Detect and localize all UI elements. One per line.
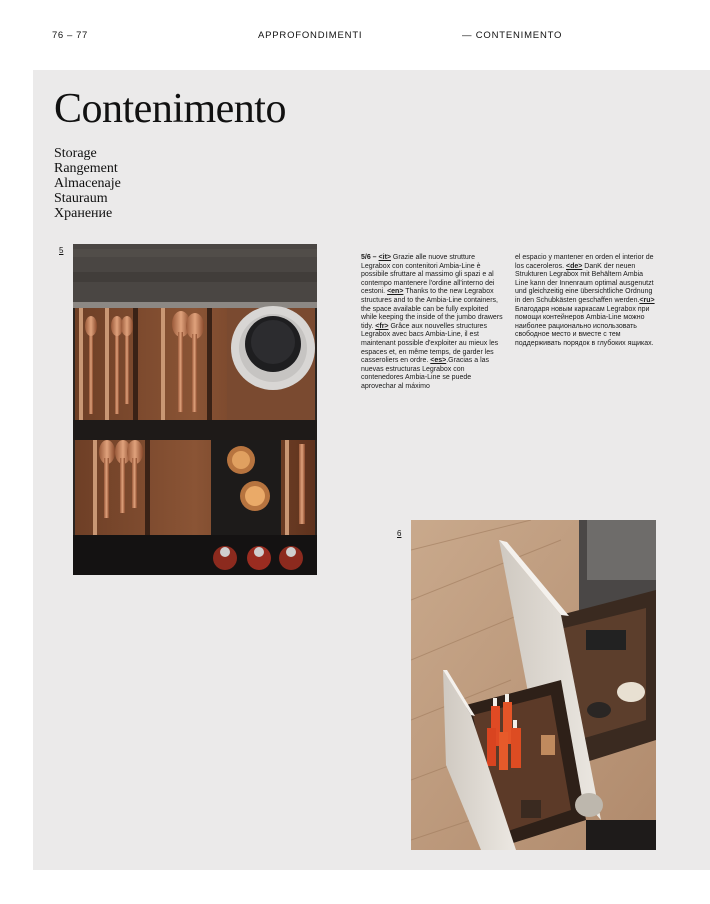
text-es-continued: el espacio y mantener en orden el interior de los caceroleros. — [515, 254, 654, 270]
lang-tag-ru: <ru> — [639, 296, 655, 304]
open-drawers-photo — [411, 520, 656, 850]
chapter-name: — CONTENIMENTO — [462, 30, 563, 41]
text-en: Thanks to the new Legrabox structures and to the Ambia-Line containers, the space available can be fully exploited while keeping the inside of the jumbo drawers tidy. — [361, 288, 503, 330]
text-it: Grazie alle nuove strutture Legrabox con contenitori Ambia-Line è possibile sfruttare al massimo gli spazi e al contempo mantenere l'ordine all'interno dei cestoni. — [361, 254, 495, 296]
figure-5-label: 5 — [59, 246, 64, 255]
lang-tag-it: <it> — [378, 254, 391, 261]
body-text-column-1 — [361, 254, 503, 392]
text-ru: Благодаря новым каркасам Legrabox при помощи контейнеров Ambia-Line можно наиболее рационально использовать свободное место и вместе с тем поддерживать порядок в глубоких ящиках. — [515, 305, 654, 347]
page-header — [0, 0, 710, 70]
subtitle-list — [54, 146, 121, 221]
section-name: APPROFONDIMENTI — [258, 30, 363, 41]
text-es: .Gracias a las nuevas estructuras Legrabox con contenedores Ambia-Line se puede aprovechar al máximo — [361, 357, 490, 390]
text-de: DanK der neuen Strukturen Legrabox mit Behältern Ambia Line kann der Innenraum optimal ausgenutzt und gleichzeitig eine übersichtliche Ordnung in den Schubkästen geschaffen werden. — [515, 262, 654, 304]
lang-tag-fr: <fr> — [375, 322, 389, 330]
lang-tag-de: <de> — [565, 262, 583, 270]
page-numbers: 76 – 77 — [52, 30, 88, 41]
text-fr: Grâce aux nouvelles structures Legrabox avec bacs Ambia-Line, il est maintenant possible d'exploiter au mieux les espaces et, en même temps, de garder les casseroliers en ordre. — [361, 322, 499, 365]
subtitle-russian: Хранение — [54, 206, 113, 221]
page-title: Contenimento — [54, 86, 286, 132]
subtitle-storage: Storage — [54, 146, 97, 161]
lang-tag-es: <es> — [430, 357, 447, 365]
lang-tag-en: <en> — [387, 288, 404, 296]
figure-reference: 5/6 – — [361, 254, 377, 261]
drawer-organizer-photo — [73, 244, 317, 575]
figure-6-label: 6 — [397, 529, 402, 538]
subtitle-almacenaje: Almacenaje — [54, 176, 121, 191]
subtitle-rangement: Rangement — [54, 161, 118, 176]
subtitle-stauraum: Stauraum — [54, 191, 108, 206]
body-text-column-2 — [515, 254, 657, 349]
